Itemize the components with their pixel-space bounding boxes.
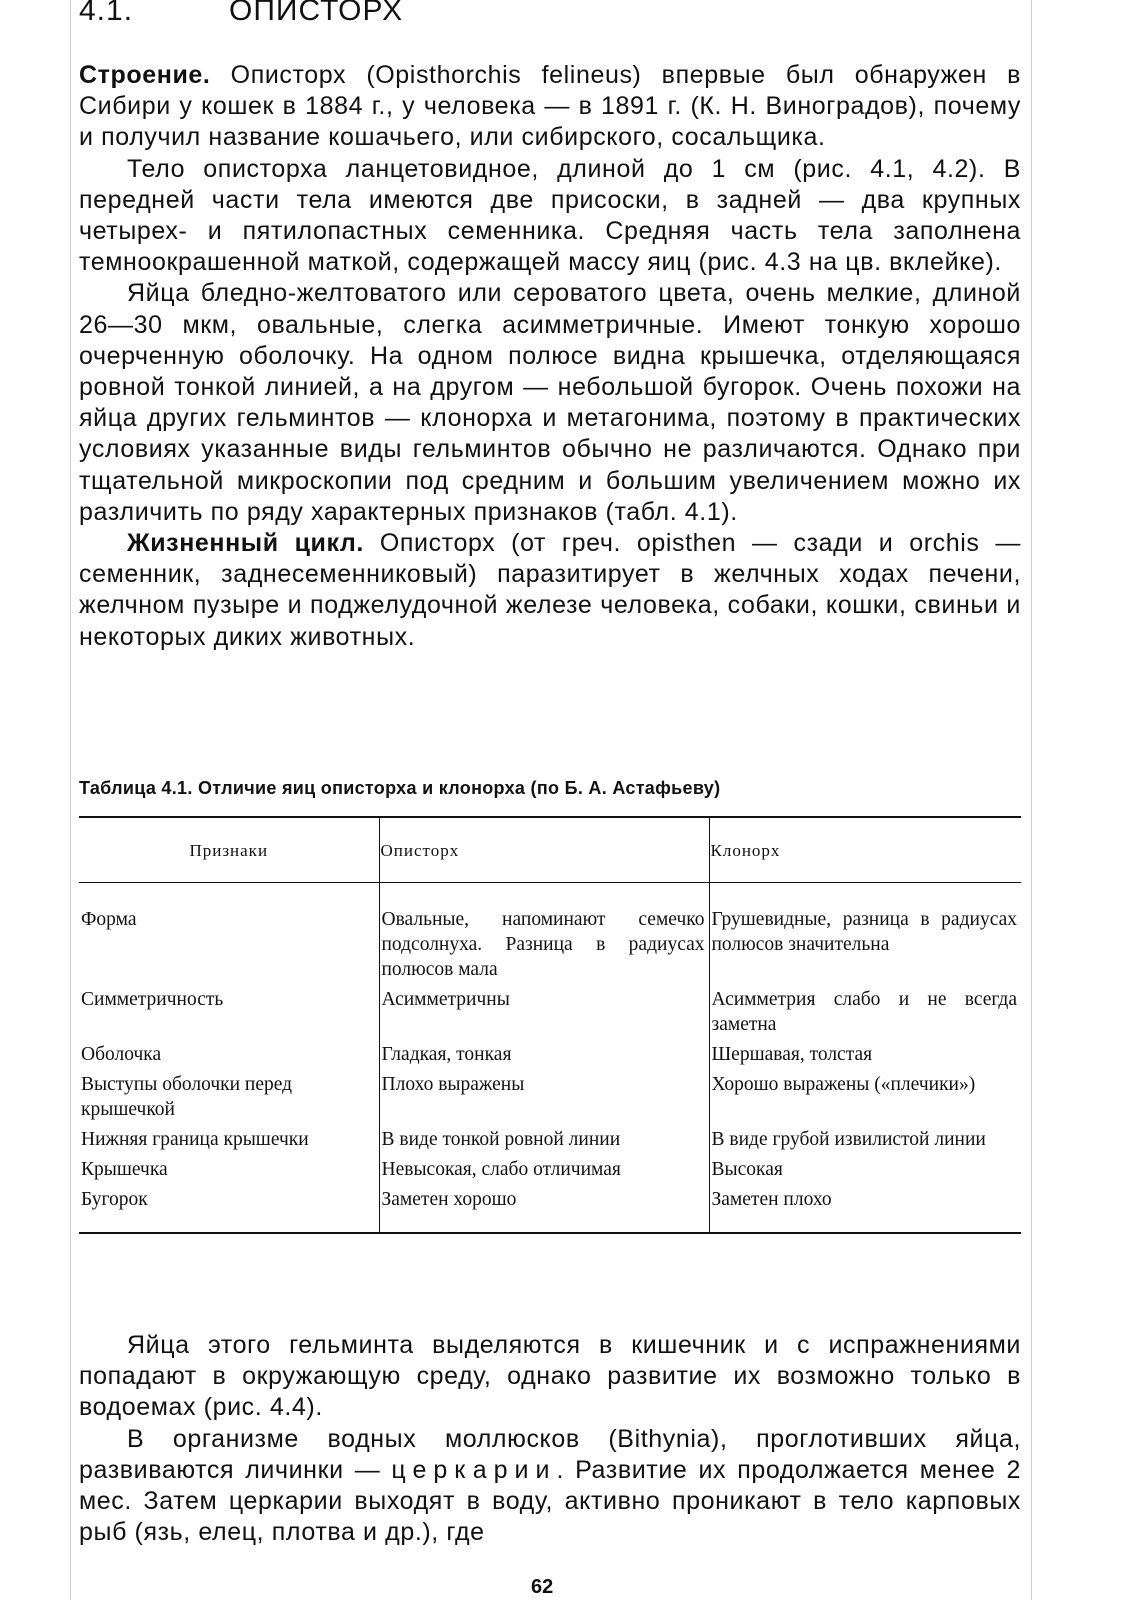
table-cell: Грушевидные, разница в радиусах полюсов значительна bbox=[709, 883, 1021, 988]
table-cell: Асимметрия слабо и не всегда заметна bbox=[709, 987, 1021, 1042]
paragraph-text: . Развитие их продолжается менее 2 мес. Затем церкарии выходят в воду, активно проникают в тело карповых рыб (язь, елец, плотва и др.), где bbox=[79, 1455, 1021, 1547]
paragraph-eggs-release: Яйца этого гельминта выделяются в кишечник и с испражнениями попадают в окружающую среду, однако развитие их возможно только в водоемах (рис. 4.4). bbox=[79, 1331, 1021, 1422]
table-row bbox=[79, 1187, 1021, 1233]
section-number: 4.1. bbox=[79, 0, 134, 27]
table-row bbox=[79, 1157, 1021, 1187]
table-cell: Шершавая, толстая bbox=[709, 1042, 1021, 1072]
table-cell: Плохо выражены bbox=[379, 1072, 709, 1127]
table-cell: Хорошо выражены («плечики») bbox=[709, 1072, 1021, 1127]
paragraph-body-shape: Тело описторха ланцетовидное, длиной до 1 см (рис. 4.1, 4.2). В передней части тела имеются две присоски, в задней — два крупных четырех- и пятилопастных семенника. Средняя часть тела заполнена темноокрашенной маткой, содержащей массу яиц (рис. 4.3 на цв. вклейке). bbox=[79, 154, 1021, 277]
column-header: Описторх bbox=[379, 817, 709, 883]
paragraph-structure bbox=[79, 60, 1021, 154]
paragraph-text: Описторх (Opisthorchis felineus) впервые был обнаружен в Сибири у кошек в 1884 г., у человека — в 1891 г. (К. Н. Виноградов), почему и получил название кошачьего, или сибирского, сосальщика. bbox=[79, 61, 1021, 152]
table-cell: Высокая bbox=[709, 1157, 1021, 1187]
table-row bbox=[79, 883, 1021, 988]
table-cell: Форма bbox=[81, 909, 137, 930]
page-number: 62 bbox=[531, 1576, 554, 1598]
column-header: Клонорх bbox=[709, 817, 1021, 883]
paragraph-life-cycle bbox=[79, 528, 1021, 653]
table-cell: Заметен плохо bbox=[709, 1187, 1021, 1233]
paragraph-text: В организме водных моллюсков (Bithynia), проглотивших яйца, развиваются личинки — bbox=[79, 1424, 1021, 1484]
table-cell: Асимметричны bbox=[379, 987, 709, 1042]
column-header: Признаки bbox=[79, 817, 379, 883]
table-row bbox=[79, 1042, 1021, 1072]
table-cell: Выступы оболочки перед крышечкой bbox=[81, 1074, 293, 1120]
paragraph-text: Описторх (от греч. opisthen — сзади и orchis — семенник, заднесеменниковый) паразитирует в желчных ходах печени, желчном пузыре и поджелудочной железе человека, собаки, кошки, свиньи и некоторых диких животных. bbox=[79, 529, 1021, 651]
table-header-row bbox=[79, 817, 1021, 883]
table-cell: В виде грубой извилистой линии bbox=[709, 1127, 1021, 1157]
table-row bbox=[79, 987, 1021, 1042]
table-row bbox=[79, 1072, 1021, 1127]
comparison-table bbox=[79, 816, 1021, 1234]
table-cell: Крышечка bbox=[81, 1159, 168, 1180]
table-cell: Симметричность bbox=[81, 989, 224, 1010]
paragraph-lead: Строение. bbox=[79, 61, 211, 89]
table-row bbox=[79, 1127, 1021, 1157]
book-page bbox=[70, 0, 1032, 1600]
table-cell: Нижняя граница крышечки bbox=[81, 1129, 309, 1150]
table-cell: Овальные, напоминают семечко подсолнуха. Разница в радиусах полюсов мала bbox=[379, 883, 709, 988]
table-caption: Таблица 4.1. Отличие яиц описторха и клонорха (по Б. А. Астафьеву) bbox=[79, 778, 721, 798]
paragraph-eggs: Яйца бледно-желтоватого или сероватого цвета, очень мелкие, длиной 26—30 мкм, овальные, слегка асимметричные. Имеют тонкую хорошо очерченную оболочку. На одном полюсе видна крышечка, отделяющаяся ровной тонкой линией, а на другом — небольшой бугорок. Очень похожи на яйца других гельминтов — клонорха и метагонима, поэтому в практических условиях указанные виды гельминтов обычно не различаются. Однако при тщательной микроскопии под средним и большим увеличением можно их различить по ряду характерных признаков (табл. 4.1). bbox=[79, 279, 1021, 526]
section-title: ОПИСТОРХ bbox=[229, 0, 404, 27]
table-cell: В виде тонкой ровной линии bbox=[379, 1127, 709, 1157]
table-cell: Невысокая, слабо отличимая bbox=[379, 1157, 709, 1187]
table-cell: Бугорок bbox=[79, 1187, 379, 1233]
paragraph-lead: Жизненный цикл. bbox=[127, 529, 364, 558]
paragraph-mollusks bbox=[79, 1424, 1021, 1549]
main-text bbox=[79, 60, 1021, 653]
continuation-text bbox=[79, 1330, 1021, 1548]
table-cell: Гладкая, тонкая bbox=[379, 1042, 709, 1072]
section-heading bbox=[79, 0, 403, 28]
table-cell: Оболочка bbox=[81, 1044, 162, 1065]
table-cell: Заметен хорошо bbox=[379, 1187, 709, 1233]
spaced-term: церкарии bbox=[391, 1455, 557, 1484]
